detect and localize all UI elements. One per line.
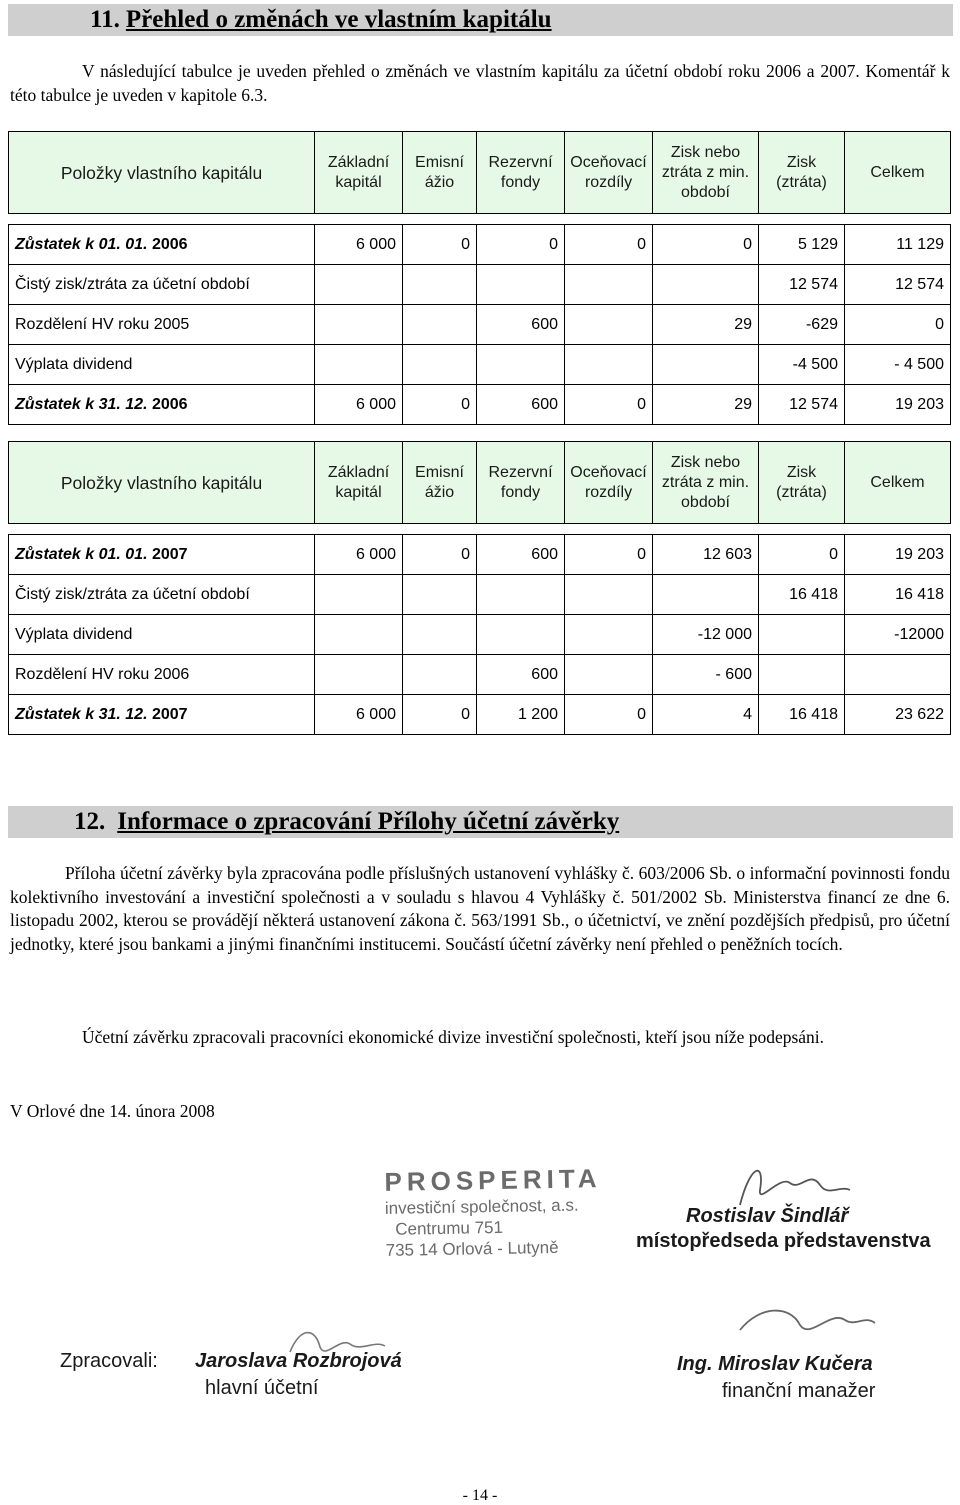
- table-cell: 29: [653, 305, 759, 345]
- table-cell: [653, 345, 759, 385]
- signer-3-role: finanční manažer: [722, 1380, 876, 1402]
- table-row: [9, 305, 951, 345]
- stamp-line: PROSPERITA: [384, 1163, 602, 1197]
- header-col: Oceňovací rozdíly: [565, 132, 653, 214]
- table-cell: [565, 615, 653, 655]
- table-cell: 12 574: [759, 385, 845, 425]
- table-cell: [759, 655, 845, 695]
- table-row: [9, 655, 951, 695]
- table-cell: [565, 345, 653, 385]
- row-label: Výplata dividend: [9, 345, 315, 385]
- header-col: Základní kapitál: [315, 132, 403, 214]
- table-cell: 0: [477, 225, 565, 265]
- row-label: Rozdělení HV roku 2005: [9, 305, 315, 345]
- table-cell: 16 418: [759, 695, 845, 735]
- table-cell: [565, 265, 653, 305]
- section-12-paragraph-2: Účetní závěrku zpracovali pracovníci ekonomické divize investiční společnosti, kteří jsou níže podepsáni.: [82, 1027, 825, 1047]
- table-cell: [403, 345, 477, 385]
- table-cell: 12 574: [759, 265, 845, 305]
- table-cell: 12 603: [653, 535, 759, 575]
- table-cell: 23 622: [845, 695, 951, 735]
- section-12-title: Informace o zpracování Přílohy účetní závěrky: [117, 808, 620, 835]
- table-cell: 0: [565, 225, 653, 265]
- table-cell: 1 200: [477, 695, 565, 735]
- header-col: Emisní ážio: [403, 132, 477, 214]
- section-11-heading: [8, 4, 953, 36]
- table-cell: [315, 615, 403, 655]
- signer-3-name: Ing. Miroslav Kučera: [677, 1353, 873, 1375]
- table-row: [9, 345, 951, 385]
- signer-1-name: Rostislav Šindlář: [686, 1205, 849, 1227]
- row-label: Čistý zisk/ztráta za účetní období: [9, 575, 315, 615]
- header-col: Zisk (ztráta): [759, 132, 845, 214]
- section-12-number: 12.: [74, 808, 106, 835]
- table-cell: 16 418: [759, 575, 845, 615]
- table-cell: 6 000: [315, 535, 403, 575]
- header-col: Zisk nebo ztráta z min. období: [653, 132, 759, 214]
- table-cell: [565, 575, 653, 615]
- table-cell: 0: [403, 385, 477, 425]
- row-label: Rozdělení HV roku 2006: [9, 655, 315, 695]
- header-col: Celkem: [845, 442, 951, 524]
- table-cell: [653, 265, 759, 305]
- table-cell: -12000: [845, 615, 951, 655]
- table-cell: [477, 575, 565, 615]
- table-cell: [565, 655, 653, 695]
- equity-table-2007: [8, 441, 951, 735]
- table-cell: 19 203: [845, 385, 951, 425]
- page-number: - 14 -: [462, 1487, 498, 1504]
- table-cell: 12 574: [845, 265, 951, 305]
- stamp-line: investiční společnost, a.s.: [384, 1195, 579, 1218]
- table-cell: 0: [845, 305, 951, 345]
- table-header-row: [9, 442, 951, 524]
- signer-2-name: Jaroslava Rozbrojová: [195, 1350, 402, 1372]
- row-label: Zůstatek k 31. 12. 2007: [9, 695, 315, 735]
- header-col: Celkem: [845, 132, 951, 214]
- table-cell: 0: [653, 225, 759, 265]
- table-cell: 0: [565, 385, 653, 425]
- place-and-date: V Orlové dne 14. února 2008: [10, 1101, 215, 1121]
- header-col: Základní kapitál: [315, 442, 403, 524]
- table-cell: 5 129: [759, 225, 845, 265]
- table-cell: [477, 265, 565, 305]
- table-row: [9, 535, 951, 575]
- table-cell: 29: [653, 385, 759, 425]
- section-11-intro: V následující tabulce je uveden přehled o změnách ve vlastním kapitálu za účetní období roku 2006 a 2007. Komentář k této tabulce je uveden v kapitole 6.3.: [10, 61, 950, 105]
- table-cell: [403, 655, 477, 695]
- table-cell: 6 000: [315, 695, 403, 735]
- table-cell: [315, 345, 403, 385]
- table-cell: [759, 615, 845, 655]
- header-col: Zisk (ztráta): [759, 442, 845, 524]
- prepared-by-label: Zpracovali:: [60, 1350, 158, 1372]
- section-12-heading: [8, 806, 953, 838]
- table-cell: [845, 655, 951, 695]
- header-col: Zisk nebo ztráta z min. období: [653, 442, 759, 524]
- table-cell: 0: [565, 695, 653, 735]
- company-stamp: [384, 1163, 606, 1262]
- table-cell: [315, 655, 403, 695]
- header-col: Rezervní fondy: [477, 132, 565, 214]
- table-cell: 600: [477, 305, 565, 345]
- table-cell: 600: [477, 655, 565, 695]
- header-label: Položky vlastního kapitálu: [9, 132, 315, 214]
- table-cell: 19 203: [845, 535, 951, 575]
- signature-3-scribble: [730, 1295, 880, 1350]
- section-12-paragraph-1: Příloha účetní závěrky byla zpracována podle příslušných ustanovení vyhlášky č. 603/2006 Sb. o informační povinnosti fondu kolektivního investování a investiční společnosti a v souladu s hlavou 4 Vyhlášky č. 501/2002 Sb. Ministerstva financí ze dne 6. listopadu 2002, kterou se provádějí některá ustanovení zákona č. 563/1991 Sb., o účetnictví, ve znění pozdějších předpisů, pro účetní jednotky, které jsou bankami a jinými finančními institucemi. Součástí účetní závěrky není přehled o peněžních tocích.: [10, 863, 950, 954]
- table-cell: [403, 265, 477, 305]
- row-label: Zůstatek k 01. 01. 2006: [9, 225, 315, 265]
- header-col: Emisní ážio: [403, 442, 477, 524]
- stamp-line: Centrumu 751: [395, 1217, 504, 1239]
- table-cell: 0: [759, 535, 845, 575]
- table-cell: 0: [403, 225, 477, 265]
- table-cell: -4 500: [759, 345, 845, 385]
- table-cell: 0: [403, 695, 477, 735]
- table-cell: [653, 575, 759, 615]
- table-row: [9, 225, 951, 265]
- table-cell: [477, 345, 565, 385]
- table-cell: -629: [759, 305, 845, 345]
- table-cell: 4: [653, 695, 759, 735]
- table-cell: 16 418: [845, 575, 951, 615]
- table-row: [9, 265, 951, 305]
- table-cell: [403, 575, 477, 615]
- table-cell: [565, 305, 653, 345]
- header-col: Oceňovací rozdíly: [565, 442, 653, 524]
- table-row: [9, 615, 951, 655]
- row-label: Zůstatek k 31. 12. 2006: [9, 385, 315, 425]
- header-col: Rezervní fondy: [477, 442, 565, 524]
- table-cell: [477, 615, 565, 655]
- table-cell: [315, 305, 403, 345]
- table-cell: [315, 265, 403, 305]
- table-cell: [403, 615, 477, 655]
- row-label: Zůstatek k 01. 01. 2007: [9, 535, 315, 575]
- table-row: [9, 575, 951, 615]
- section-11-title: Přehled o změnách ve vlastním kapitálu: [125, 6, 552, 33]
- table-cell: -12 000: [653, 615, 759, 655]
- table-cell: 6 000: [315, 225, 403, 265]
- table-cell: 600: [477, 535, 565, 575]
- signer-1-role: místopředseda představenstva: [636, 1230, 931, 1252]
- table-cell: [403, 305, 477, 345]
- row-label: Čistý zisk/ztráta za účetní období: [9, 265, 315, 305]
- table-cell: - 600: [653, 655, 759, 695]
- table-row: [9, 385, 951, 425]
- table-cell: 0: [403, 535, 477, 575]
- section-11-number: 11.: [90, 6, 120, 33]
- table-cell: 0: [565, 535, 653, 575]
- table-header-row: [9, 132, 951, 214]
- table-cell: - 4 500: [845, 345, 951, 385]
- table-cell: 6 000: [315, 385, 403, 425]
- row-label: Výplata dividend: [9, 615, 315, 655]
- table-row: [9, 695, 951, 735]
- stamp-line: 735 14 Orlová - Lutyně: [385, 1237, 559, 1260]
- table-cell: [315, 575, 403, 615]
- header-label: Položky vlastního kapitálu: [9, 442, 315, 524]
- table-cell: 11 129: [845, 225, 951, 265]
- signer-2-role: hlavní účetní: [205, 1377, 319, 1399]
- equity-table-2006: [8, 131, 951, 425]
- table-cell: 600: [477, 385, 565, 425]
